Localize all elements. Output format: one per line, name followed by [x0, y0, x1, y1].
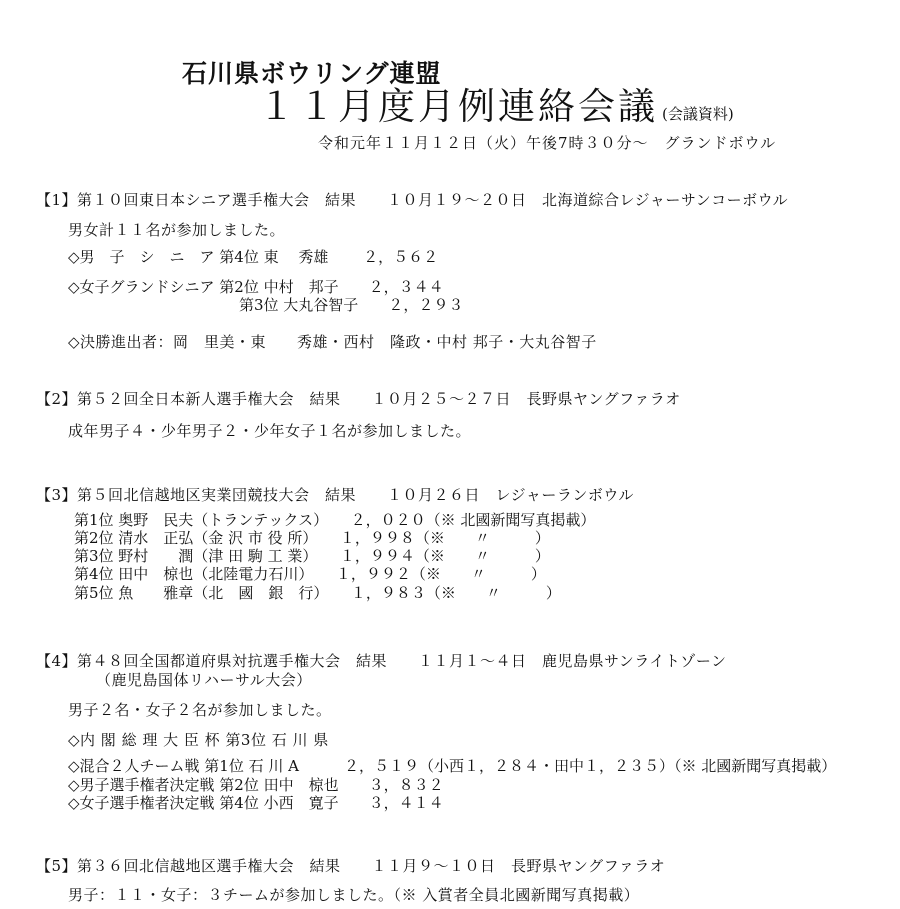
section-1-row: 第3位 大丸谷智子 ２，２９３ [239, 296, 464, 314]
title-note: (会議資料) [662, 105, 734, 123]
section-4-award: ◇内 閣 総 理 大 臣 杯 第3位 石 川 県 [68, 731, 329, 749]
section-3-row: 第3位 野村 潤（津 田 駒 工 業） １，９９４（※ 〃 ） [74, 547, 550, 565]
section-4-row: ◇混合２人チーム戦 第1位 石 川 A ２，５１９（小西１，２８４・田中１，２３５）（※ 北國新聞写真掲載） [68, 757, 837, 775]
section-4-subheading: （鹿児島国体リハーサル大会） [96, 671, 312, 689]
section-1-finalists: ◇決勝進出者：岡 里美・東 秀雄・西村 隆政・中村 邦子・大丸谷智子 [68, 333, 597, 351]
title-main: １１月度月例連絡会議 [258, 85, 658, 128]
section-1-heading: 【1】第１０回東日本シニア選手権大会 結果 １０月１９〜２０日 北海道綜合レジャーサンコーボウル [36, 191, 789, 209]
section-4-row: ◇男子選手権者決定戦 第2位 田中 椋也 ３，８３２ [68, 776, 444, 794]
page-title [258, 76, 734, 130]
section-4-note: 男子２名・女子２名が参加しました。 [68, 701, 332, 719]
section-3-row: 第1位 奥野 民夫（トランテックス） ２，０２０（※ 北國新聞写真掲載） [74, 511, 596, 529]
section-4-row: ◇女子選手権者決定戦 第4位 小西 寛子 ３，４１４ [68, 794, 444, 812]
section-5-note: 男子：１１・女子：３チームが参加しました。（※ 入賞者全員北國新聞写真掲載） [68, 886, 640, 904]
section-2-heading: 【2】第５２回全日本新人選手権大会 結果 １０月２５〜２７日 長野県ヤングファラオ [36, 390, 681, 408]
section-1-note: 男女計１１名が参加しました。 [68, 221, 286, 239]
section-3-row: 第5位 魚 雅章（北 國 銀 行） １，９８３（※ 〃 ） [74, 584, 561, 602]
section-3-row: 第4位 田中 椋也（北陸電力石川） １，９９２（※ 〃 ） [74, 565, 546, 583]
section-1-row: ◇女子グランドシニア 第2位 中村 邦子 ２，３４４ [68, 278, 444, 296]
section-4-heading: 【4】第４８回全国都道府県対抗選手権大会 結果 １１月１〜４日 鹿児島県サンライトゾーン [36, 652, 727, 670]
org-name: 石川県ボウリング連盟 [182, 59, 442, 88]
section-3-row: 第2位 清水 正弘（金 沢 市 役 所） １，９９８（※ 〃 ） [74, 529, 550, 547]
meeting-dateline: 令和元年１１月１２日（火）午後7時３０分〜 グランドボウル [318, 134, 777, 152]
section-3-heading: 【3】第５回北信越地区実業団競技大会 結果 １０月２６日 レジャーランボウル [36, 486, 634, 504]
section-1-row: ◇男 子 シ ニ ア 第4位 東 秀雄 ２，５６２ [68, 248, 439, 266]
section-5-heading: 【5】第３６回北信越地区選手権大会 結果 １１月９〜１０日 長野県ヤングファラオ [36, 857, 666, 875]
section-2-note: 成年男子４・少年男子２・少年女子１名が参加しました。 [68, 422, 472, 440]
